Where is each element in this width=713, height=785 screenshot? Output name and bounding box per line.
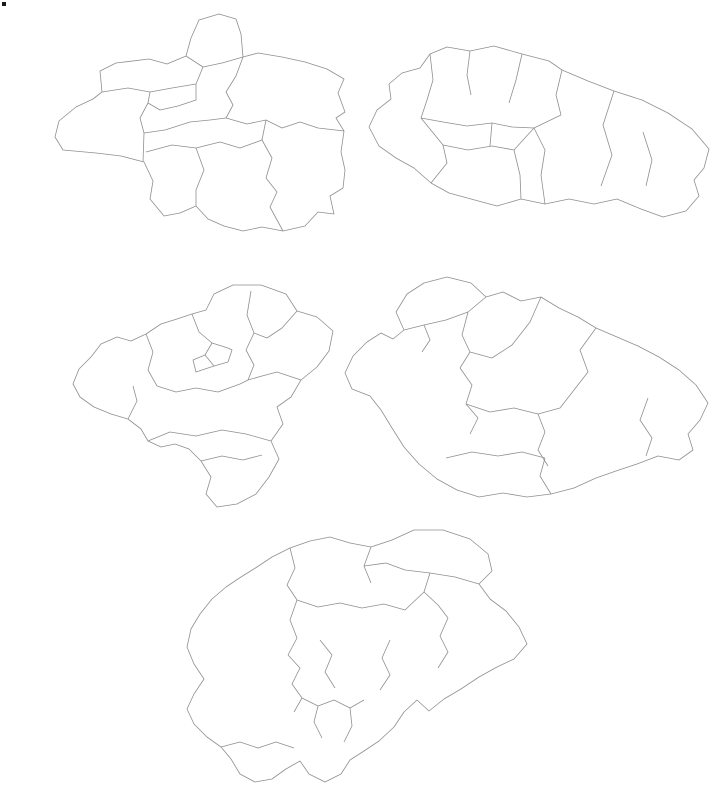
boundary-jiaxing: [55, 14, 345, 231]
boundary-yunhe: [187, 530, 527, 782]
boundary-cixi: [369, 46, 709, 217]
boundary-taishun: [345, 277, 708, 497]
boundary-yiwu: [73, 285, 333, 507]
